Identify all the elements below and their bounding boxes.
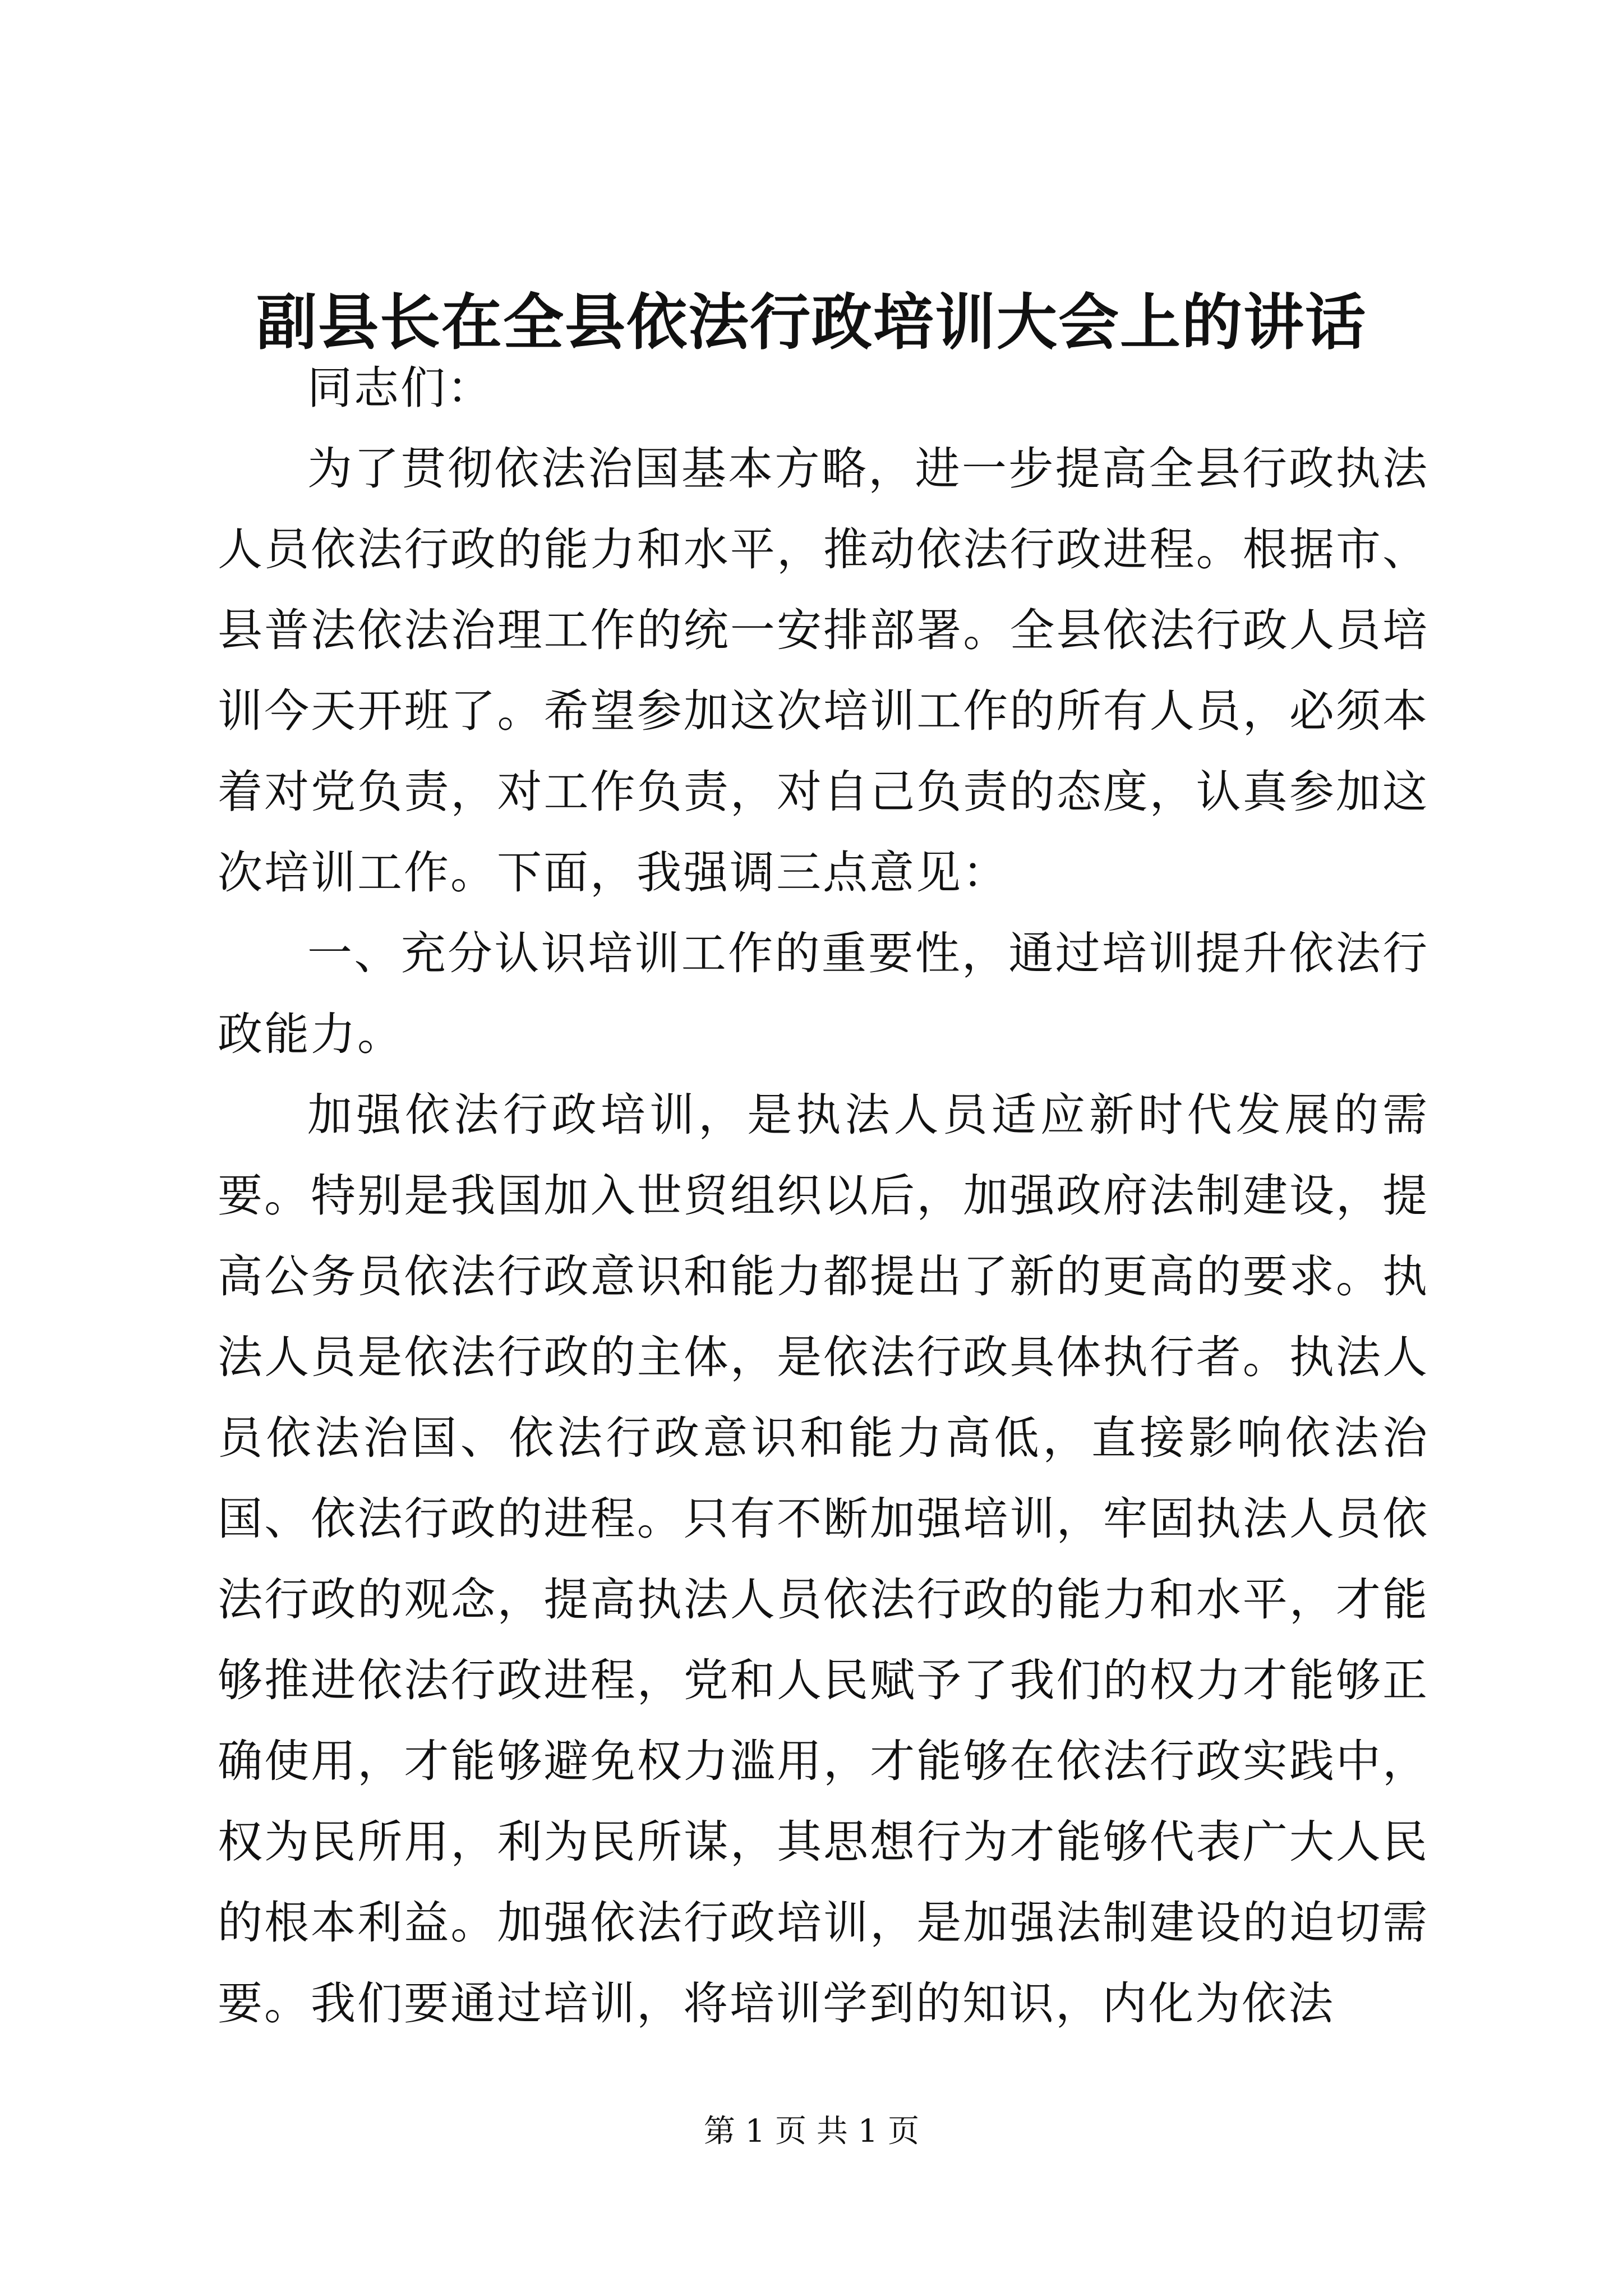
section-heading-paragraph: 一、充分认识培训工作的重要性，通过培训提升依法行政能力。 <box>218 927 1429 1060</box>
body-paragraph: 加强依法行政培训，是执法人员适应新时代发展的需要。特别是我国加入世贸组织以后，加强政府法制建设，提高公务员依法行政意识和能力都提出了新的更高的要求。执法人员是依法行政的主体，是依法行政具体执行者。执法人员依法治国、依法行政意识和能力高低，直接影响依法治国、依法行政的进程。只有不断加强培训，牢固执法人员依法行政的观念，提高执法人员依法行政的能力和水平，才能够推进依法行政进程，党和人民赋予了我们的权力才能够正确使用，才能够避免权力滥用，才能够在依法行政实践中，权为民所用，利为民所谋，其思想行为才能够代表广大人民的根本利益。加强依法行政培训，是加强法制建设的迫切需要。我们要通过培训，将培训学到的知识，内化为依法 <box>218 1089 1429 2030</box>
intro-paragraph: 为了贯彻依法治国基本方略，进一步提高全县行政执法人员依法行政的能力和水平，推动依法行政进程。根据市、县普法依法治理工作的统一安排部署。全县依法行政人员培训今天开班了。希望参加这次培训工作的所有人员，必须本着对党负责，对工作负责，对自己负责的态度，认真参加这次培训工作。下面，我强调三点意见： <box>218 443 1429 899</box>
document-title: 副县长在全县依法行政培训大会上的讲话 <box>256 287 1367 358</box>
salutation-paragraph: 同志们： <box>307 362 494 414</box>
document-body <box>218 348 1429 2044</box>
page-footer: 第 1 页 共 1 页 <box>703 2113 920 2150</box>
